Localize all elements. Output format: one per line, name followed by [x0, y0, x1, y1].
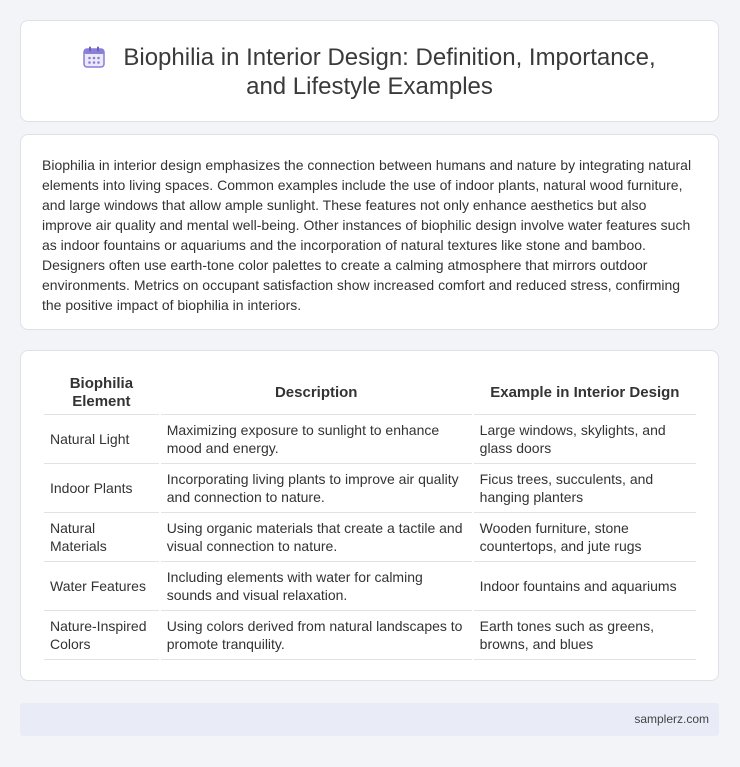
footer-bar	[20, 703, 719, 736]
cell-element: Water Features	[44, 562, 159, 611]
cell-description: Incorporating living plants to improve air quality and connection to nature.	[161, 464, 472, 513]
cell-element: Indoor Plants	[44, 464, 159, 513]
table-card	[20, 350, 719, 681]
cell-example: Earth tones such as greens, browns, and blues	[474, 611, 696, 660]
page-title: Biophilia in Interior Design: Definition, Importance, and Lifestyle Examples	[123, 44, 656, 100]
cell-description: Using colors derived from natural landscapes to promote tranquility.	[161, 611, 472, 660]
cell-example: Ficus trees, succulents, and hanging planters	[474, 464, 696, 513]
page-title-wrap	[61, 43, 678, 101]
table-row	[44, 562, 696, 611]
header-element: Biophilia Element	[44, 371, 159, 415]
title-card	[20, 20, 719, 122]
table-header-row	[44, 371, 696, 415]
intro-card	[20, 134, 719, 330]
cell-element: Nature-Inspired Colors	[44, 611, 159, 660]
cell-element: Natural Materials	[44, 513, 159, 562]
cell-example: Wooden furniture, stone countertops, and jute rugs	[474, 513, 696, 562]
table-row	[44, 611, 696, 660]
table-row	[44, 513, 696, 562]
biophilia-table	[42, 371, 698, 660]
cell-example: Large windows, skylights, and glass doors	[474, 415, 696, 464]
cell-description: Using organic materials that create a tactile and visual connection to nature.	[161, 513, 472, 562]
intro-paragraph: Biophilia in interior design emphasizes the connection between humans and nature by integrating natural elements into living spaces. Common examples include the use of indoor plants, natural wood furniture, and large windows that allow ample sunlight. These features not only enhance aesthetics but also improve air quality and mental well-being. Other instances of biophilic design involve water features such as indoor fountains or aquariums and the incorporation of natural textures like stone and bamboo. Designers often use earth-tone color palettes to create a calming atmosphere that mirrors outdoor environments. Metrics on occupant satisfaction show increased comfort and reduced stress, confirming the positive impact of biophilia in interiors.	[42, 157, 692, 313]
cell-description: Including elements with water for calming sounds and visual relaxation.	[161, 562, 472, 611]
cell-element: Natural Light	[44, 415, 159, 464]
cell-example: Indoor fountains and aquariums	[474, 562, 696, 611]
header-description: Description	[161, 371, 472, 415]
footer-source-link[interactable]: samplerz.com	[634, 712, 709, 726]
cell-description: Maximizing exposure to sunlight to enhance mood and energy.	[161, 415, 472, 464]
header-example: Example in Interior Design	[474, 371, 696, 415]
table-row	[44, 415, 696, 464]
table-row	[44, 464, 696, 513]
calendar-icon	[83, 46, 105, 68]
